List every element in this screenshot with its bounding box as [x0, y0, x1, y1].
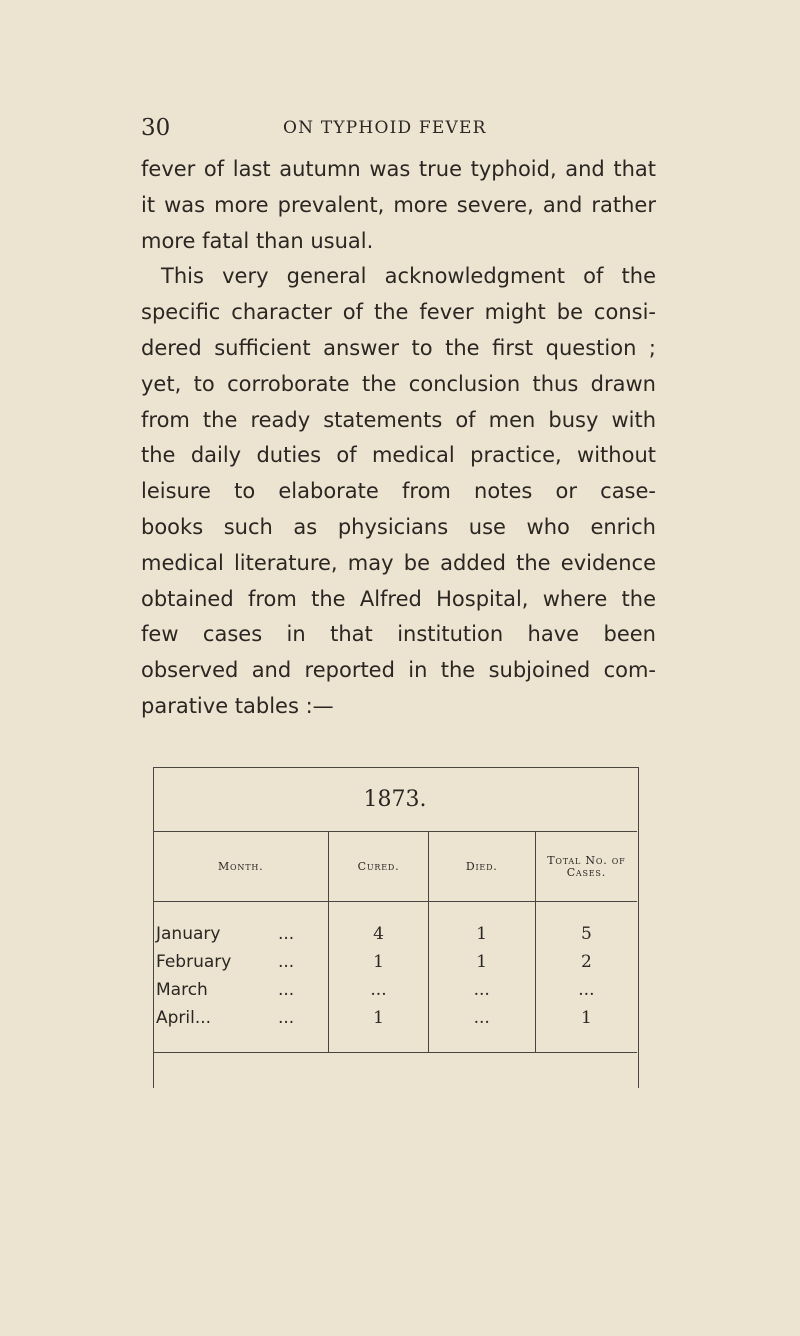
cured-cell: 4: [329, 902, 428, 949]
body-line: parative tables :—: [141, 693, 334, 718]
month-name: February: [156, 952, 232, 972]
cured-cell: 1: [329, 948, 428, 976]
body-line: it was more prevalent, more severe, and rather: [141, 192, 656, 217]
died-cell: 1: [428, 948, 535, 976]
total-cell: 2: [580, 952, 592, 972]
body-line: specific character of the fever might be consi-: [141, 300, 656, 325]
total-cell: 5: [580, 924, 592, 944]
month-name: March: [156, 980, 208, 1000]
body-line: obtained from the Alfred Hospital, where the: [141, 586, 656, 611]
table-row: [153, 1004, 637, 1053]
died-cell: ...: [428, 1004, 535, 1053]
leader-dots: ...: [278, 1008, 295, 1028]
body-line: few cases in that institution have been: [141, 622, 656, 647]
column-header-died: Died.: [428, 832, 535, 902]
leader-dots: ...: [278, 924, 295, 944]
table-row: [153, 948, 637, 976]
column-header-month: Month.: [153, 832, 329, 902]
month-cell: [153, 948, 329, 976]
month-name: January: [156, 924, 221, 944]
table-row: [153, 976, 637, 1004]
table-year-heading: 1873.: [153, 767, 637, 832]
leader-dots: ...: [278, 952, 295, 972]
body-line: observed and reported in the subjoined com-: [141, 658, 656, 683]
total-cell: ...: [578, 980, 595, 1000]
body-line: books such as physicians use who enrich: [141, 514, 656, 539]
column-header-cured: Cured.: [329, 832, 428, 902]
body-line: yet, to corroborate the conclusion thus drawn: [141, 371, 656, 396]
table-row: [153, 902, 637, 949]
died-cell: 1: [428, 902, 535, 949]
month-name: April...: [156, 1008, 212, 1028]
body-text: [141, 152, 656, 725]
body-line: medical literature, may be added the evidence: [141, 550, 656, 575]
body-line: leisure to elaborate from notes or case-: [141, 479, 656, 504]
died-cell: ...: [428, 976, 535, 1004]
comparative-table: [153, 767, 637, 1053]
page-number: 30: [141, 115, 171, 141]
body-line: This very general acknowledgment of the: [161, 264, 656, 289]
month-cell: [153, 1004, 329, 1053]
body-line: dered sufficient answer to the first question ;: [141, 335, 656, 360]
column-header-total: Total No. of Cases.: [535, 832, 637, 902]
month-cell: [153, 902, 329, 949]
month-cell: [153, 976, 329, 1004]
leader-dots: ...: [278, 980, 295, 1000]
cured-cell: ...: [329, 976, 428, 1004]
body-line: the daily duties of medical practice, without: [141, 443, 656, 468]
body-line: more fatal than usual.: [141, 228, 374, 253]
total-cell: 1: [535, 1004, 637, 1053]
body-line: from the ready statements of men busy with: [141, 407, 656, 432]
body-line: fever of last autumn was true typhoid, and that: [141, 157, 656, 181]
cured-cell: 1: [329, 1004, 428, 1053]
running-title: ON TYPHOID FEVER: [283, 118, 487, 138]
